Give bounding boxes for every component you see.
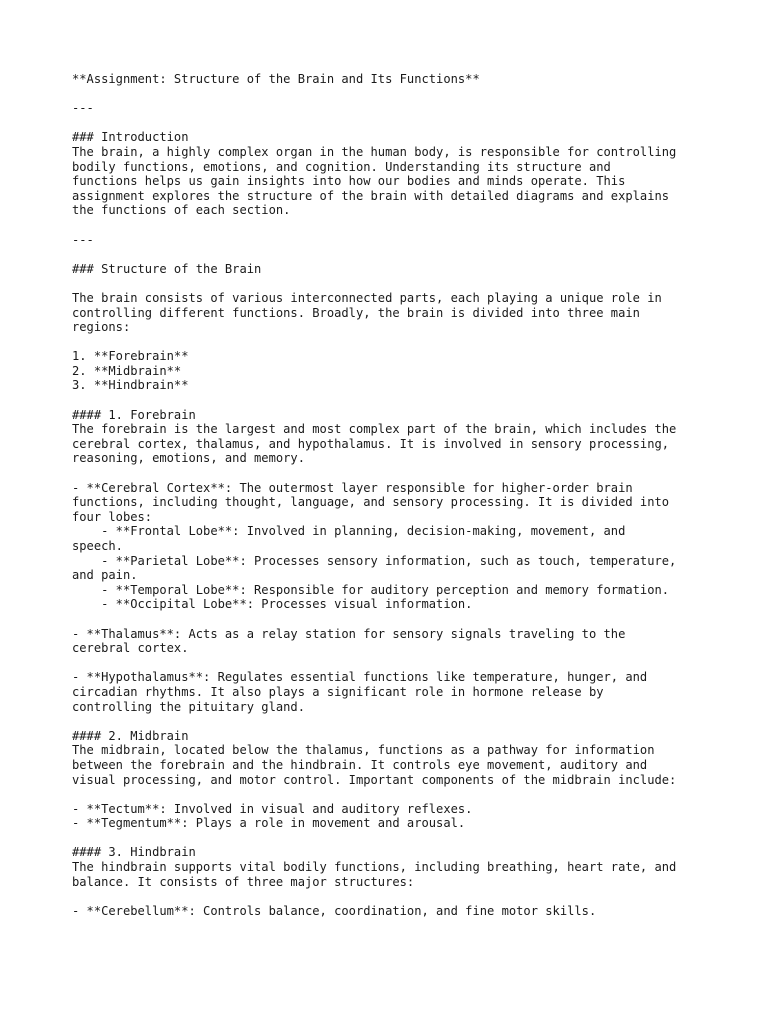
structure-paragraph-line: regions:: [72, 320, 131, 335]
blank-line: [72, 714, 712, 729]
blank-line: [72, 393, 712, 408]
cerebellum-item: - **Cerebellum**: Controls balance, coordination, and fine motor skills.: [72, 903, 597, 918]
structure-paragraph-line: controlling different functions. Broadly, the brain is divided into three main: [72, 305, 640, 320]
blank-line: [72, 87, 712, 102]
region-list-item: 1. **Forebrain**: [72, 349, 189, 364]
blank-line: [72, 889, 712, 904]
midbrain-paragraph-line: The midbrain, located below the thalamus, functions as a pathway for information: [72, 743, 655, 758]
document-page: [72, 72, 712, 918]
blank-line: [72, 116, 712, 131]
hindbrain-paragraph-line: balance. It consists of three major structures:: [72, 874, 415, 889]
heading-forebrain: #### 1. Forebrain: [72, 407, 196, 422]
hypothalamus-item: circadian rhythms. It also plays a significant role in hormone release by: [72, 684, 604, 699]
forebrain-paragraph-line: reasoning, emotions, and memory.: [72, 451, 305, 466]
blank-line: [72, 247, 712, 262]
lobe-list-item: - **Temporal Lobe**: Responsible for auditory perception and memory formation.: [72, 582, 670, 597]
forebrain-paragraph-line: cerebral cortex, thalamus, and hypothalamus. It is involved in sensory processing,: [72, 436, 670, 451]
thalamus-item: - **Thalamus**: Acts as a relay station for sensory signals traveling to the: [72, 626, 626, 641]
heading-midbrain: #### 2. Midbrain: [72, 728, 189, 743]
blank-line: [72, 612, 712, 627]
hindbrain-paragraph-line: The hindbrain supports vital bodily functions, including breathing, heart rate, and: [72, 860, 677, 875]
horizontal-rule: ---: [72, 101, 94, 116]
intro-paragraph-line: functions helps us gain insights into how our bodies and minds operate. This: [72, 174, 626, 189]
structure-paragraph-line: The brain consists of various interconnected parts, each playing a unique role in: [72, 290, 662, 305]
blank-line: [72, 831, 712, 846]
lobe-list-item: - **Frontal Lobe**: Involved in planning, decision-making, movement, and: [72, 524, 626, 539]
intro-paragraph-line: The brain, a highly complex organ in the human body, is responsible for controlling: [72, 144, 677, 159]
cerebral-cortex-item: - **Cerebral Cortex**: The outermost layer responsible for higher-order brain: [72, 480, 633, 495]
blank-line: [72, 466, 712, 481]
heading-structure: ### Structure of the Brain: [72, 261, 262, 276]
hypothalamus-item: - **Hypothalamus**: Regulates essential functions like temperature, hunger, and: [72, 670, 648, 685]
assignment-title: **Assignment: Structure of the Brain and Its Functions**: [72, 72, 480, 86]
region-list-item: 3. **Hindbrain**: [72, 378, 189, 393]
blank-line: [72, 787, 712, 802]
intro-paragraph-line: assignment explores the structure of the brain with detailed diagrams and explains: [72, 188, 670, 203]
thalamus-item: cerebral cortex.: [72, 641, 189, 656]
lobe-list-item: - **Occipital Lobe**: Processes visual information.: [72, 597, 473, 612]
blank-line: [72, 335, 712, 350]
tegmentum-item: - **Tegmentum**: Plays a role in movement and arousal.: [72, 816, 466, 831]
forebrain-paragraph-line: The forebrain is the largest and most complex part of the brain, which includes the: [72, 422, 677, 437]
lobe-list-item: speech.: [72, 539, 123, 553]
lobe-list-item: - **Parietal Lobe**: Processes sensory information, such as touch, temperature,: [72, 553, 677, 568]
heading-hindbrain: #### 3. Hindbrain: [72, 845, 196, 860]
horizontal-rule: ---: [72, 232, 94, 247]
blank-line: [72, 276, 712, 291]
blank-line: [72, 218, 712, 233]
lobe-list-item: and pain.: [72, 568, 138, 583]
hypothalamus-item: controlling the pituitary gland.: [72, 699, 305, 714]
midbrain-paragraph-line: between the forebrain and the hindbrain. It controls eye movement, auditory and: [72, 757, 648, 772]
intro-paragraph-line: bodily functions, emotions, and cognition. Understanding its structure and: [72, 159, 611, 174]
blank-line: [72, 656, 712, 671]
intro-paragraph-line: the functions of each section.: [72, 203, 291, 218]
region-list-item: 2. **Midbrain**: [72, 363, 182, 378]
cerebral-cortex-item: functions, including thought, language, and sensory processing. It is divided into: [72, 495, 670, 510]
cerebral-cortex-item: four lobes:: [72, 509, 153, 524]
midbrain-paragraph-line: visual processing, and motor control. Important components of the midbrain include:: [72, 772, 677, 787]
heading-introduction: ### Introduction: [72, 130, 189, 145]
tectum-item: - **Tectum**: Involved in visual and auditory reflexes.: [72, 801, 473, 816]
